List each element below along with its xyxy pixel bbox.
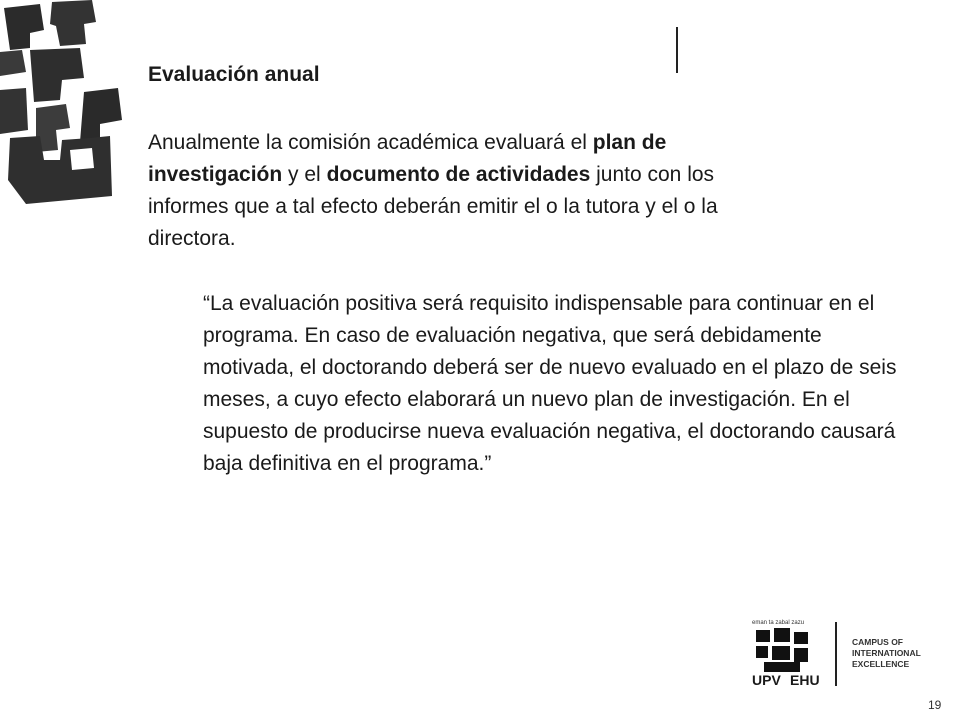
regulation-quote: “La evaluación positiva será requisito indispensable para continuar en el programa. En caso de evaluación negativa, que será debidamente motivada, el doctorando deberá ser de nuevo evaluado en el plazo de seis meses, a cuyo efecto elaborará un nuevo plan de investigación. En el supuesto de producirse nueva evaluación negativa, el doctorando causará baja definitiva en el programa.” xyxy=(203,292,897,475)
logo-ehu: EHU xyxy=(790,672,820,688)
divider-line xyxy=(676,27,678,73)
bold-documento: documento de actividades xyxy=(326,163,591,186)
page-number: 19 xyxy=(928,698,942,712)
slide-title: Evaluación anual xyxy=(148,63,320,86)
logo-motto: eman ta zabal zazu xyxy=(752,620,805,626)
logo-upv: UPV xyxy=(752,672,781,688)
campus-excellence-label: CAMPUS OF INTERNATIONAL EXCELLENCE xyxy=(852,637,921,669)
intro-paragraph: Anualmente la comisión académica evaluará el plan de investigación y el documento de actividades junto con los informes que a tal efecto deberán emitir el o la tutora y el o la directora. xyxy=(148,131,718,250)
bold-plan: plan de investigación xyxy=(148,131,667,186)
university-emblem-decoration xyxy=(0,0,125,210)
logo-separator xyxy=(835,622,837,686)
